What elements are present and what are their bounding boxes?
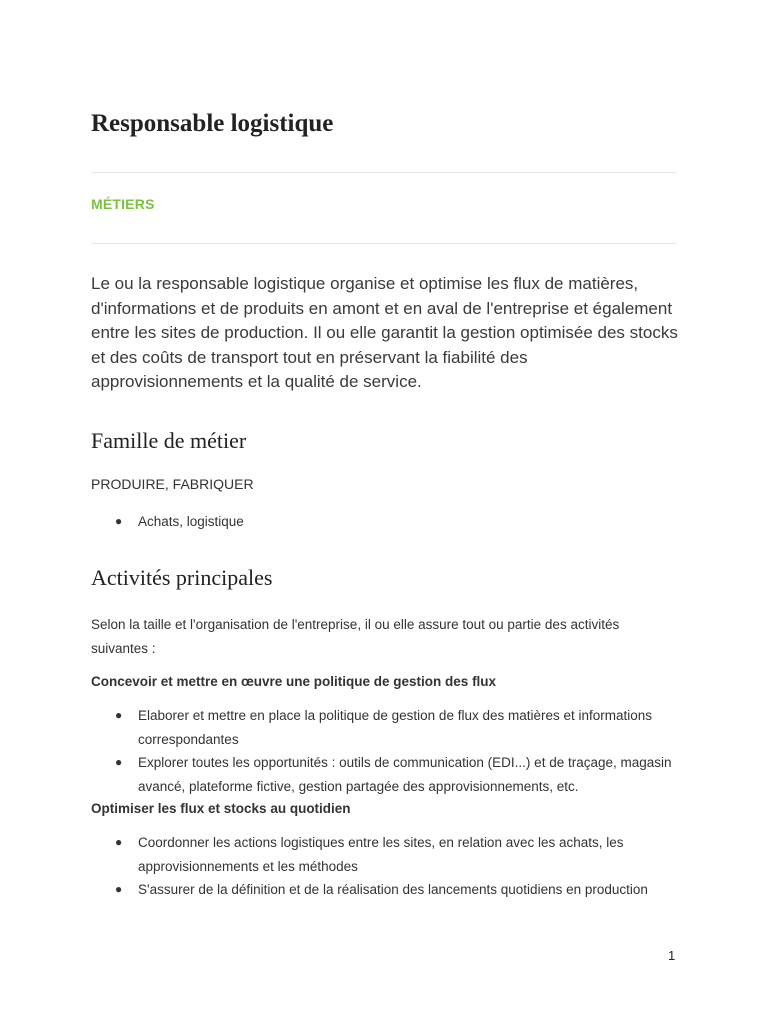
- activities-intro: Selon la taille et l'organisation de l'entreprise, il ou elle assure tout ou partie des activités suivantes :: [91, 617, 620, 656]
- bullet-icon: ●: [115, 708, 123, 722]
- optimize-subheading: Optimiser les flux et stocks au quotidien: [91, 801, 351, 816]
- bullet-icon: ●: [115, 755, 123, 769]
- bullet-icon: ●: [115, 514, 123, 528]
- bullet-icon: ●: [115, 835, 123, 849]
- list-item-text: S'assurer de la définition et de la réalisation des lancements quotidiens en production: [138, 882, 648, 897]
- design-list: [91, 704, 677, 798]
- page-title: Responsable logistique: [91, 110, 334, 137]
- list-item: [91, 510, 677, 534]
- list-item-text: Explorer toutes les opportunités : outils de communication (EDI...) et de traçage, magasin avancé, plateforme fictive, gestion partagée des approvisionnements, etc.: [138, 755, 672, 794]
- optimize-list: [91, 831, 677, 902]
- list-item-text: Elaborer et mettre en place la politique de gestion de flux des matières et informations correspondantes: [138, 708, 653, 747]
- list-item: [91, 831, 677, 878]
- list-item: [91, 751, 677, 798]
- family-list: [91, 510, 677, 534]
- bottom-divider: [91, 243, 677, 244]
- list-item: [91, 878, 677, 902]
- intro-paragraph: Le ou la responsable logistique organise et optimise les flux de matières, d'informations et de produits en amont et en aval de l'entreprise et également entre les sites de production. Il ou elle garantit la gestion optimisée des stocks et des coûts de transport tout en préservant la fiabilité des approvisionnements et la qualité de service.: [91, 274, 678, 392]
- category-label: MÉTIERS: [91, 196, 155, 212]
- list-item-text: Achats, logistique: [138, 514, 244, 529]
- family-label: PRODUIRE, FABRIQUER: [91, 476, 254, 492]
- activities-heading: Activités principales: [91, 565, 273, 590]
- bullet-icon: ●: [115, 882, 123, 896]
- page-number: 1: [668, 948, 676, 963]
- family-heading: Famille de métier: [91, 428, 247, 453]
- list-item: [91, 704, 677, 751]
- list-item-text: Coordonner les actions logistiques entre les sites, en relation avec les achats, les approvisionnements et les méthodes: [138, 835, 624, 874]
- design-subheading: Concevoir et mettre en œuvre une politique de gestion des flux: [91, 674, 497, 689]
- top-divider: [91, 172, 677, 173]
